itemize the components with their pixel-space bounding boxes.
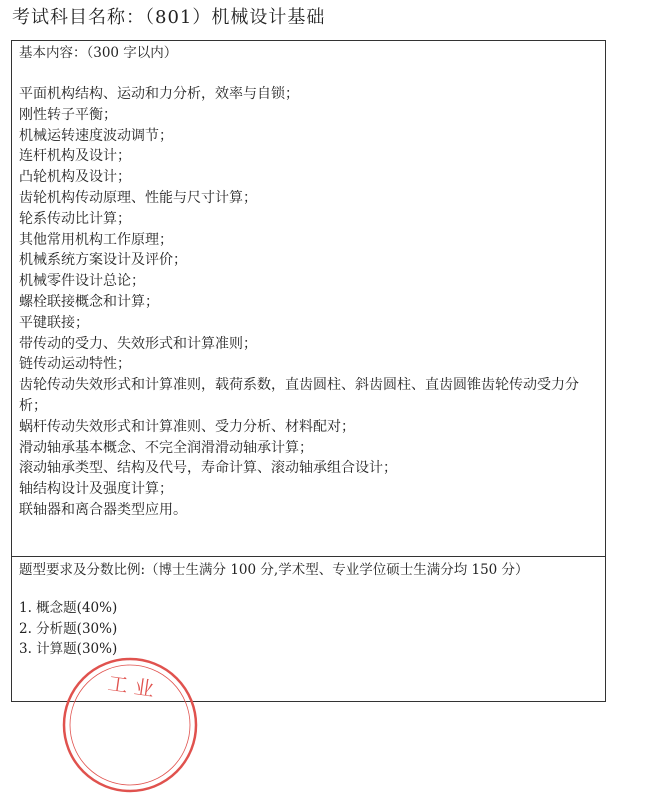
list-item: 机械系统方案设计及评价； <box>19 252 187 269</box>
list-item: 其他常用机构工作原理； <box>19 231 173 248</box>
list-item: 滑动轴承基本概念、不完全润滑滑动轴承计算； <box>19 439 313 456</box>
list-item: 1. 概念题(40%) <box>19 600 118 616</box>
list-item: 轴结构设计及强度计算； <box>19 481 173 498</box>
list-item: 轮系传动比计算； <box>19 210 131 227</box>
list-item: 平面机构结构、运动和力分析，效率与自锁； <box>19 86 299 102</box>
list-item: 机械零件设计总论； <box>19 273 145 290</box>
list-item: 3. 计算题(30%) <box>19 641 118 657</box>
list-item: 刚性转子平衡； <box>19 106 117 123</box>
content-section <box>12 41 605 557</box>
list-item: 滚动轴承类型、结构及代号，寿命计算、滚动轴承组合设计； <box>19 460 397 477</box>
list-item: 连杆机构及设计； <box>19 148 131 165</box>
question-type-list <box>19 598 117 660</box>
content-heading: 基本内容：（300 字以内） <box>19 45 178 61</box>
list-item: 齿轮传动失效形式和计算准则，载荷系数，直齿圆柱、斜齿圆柱、直齿圆锥齿轮传动受力分析； <box>19 377 579 414</box>
list-item: 2. 分析题(30%) <box>19 620 118 637</box>
list-item: 平键联接； <box>19 314 89 331</box>
official-seal-icon <box>60 655 200 795</box>
list-item: 螺栓联接概念和计算； <box>19 293 159 310</box>
list-item: 带传动的受力、失效形式和计算准则； <box>19 335 257 352</box>
list-item: 链传动运动特性； <box>19 356 131 373</box>
list-item: 联轴器和离合器类型应用。 <box>19 501 187 518</box>
requirements-heading: 题型要求及分数比例:（博士生满分 100 分,学术型、专业学位硕士生满分均 150 分） <box>19 562 529 578</box>
seal-text: 工 业 <box>106 670 156 702</box>
page-title: 考试科目名称：（801）机械设计基础 <box>12 7 326 28</box>
list-item: 机械运转速度波动调节； <box>19 127 173 144</box>
list-item: 凸轮机构及设计； <box>19 169 131 186</box>
list-item: 齿轮机构传动原理、性能与尺寸计算； <box>19 189 257 206</box>
list-item: 蜗杆传动失效形式和计算准则、受力分析、材料配对； <box>19 418 355 435</box>
document-table <box>11 40 606 702</box>
content-list <box>19 84 599 521</box>
